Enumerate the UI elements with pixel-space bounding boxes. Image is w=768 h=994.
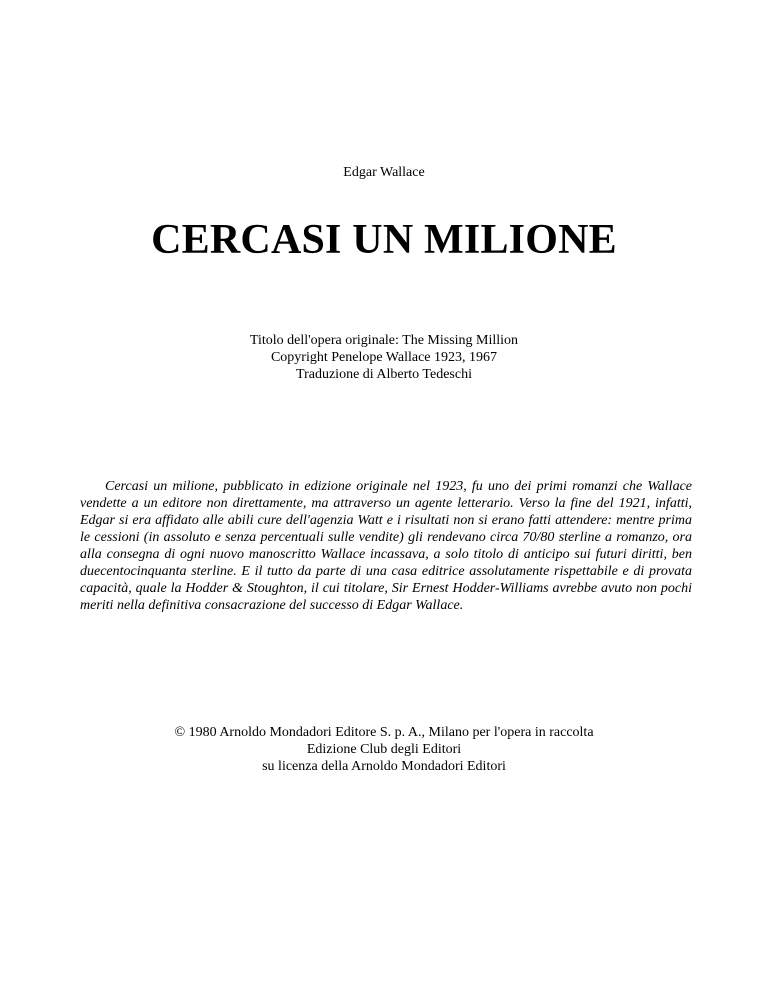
author-name: Edgar Wallace: [343, 165, 425, 180]
abstract-paragraph: Cercasi un milione, pubblicato in edizione originale nel 1923, fu uno dei primi romanzi che Wallace vendette a un editore non direttamente, ma attraverso un agente letterario. Verso la fine del 1921, infatti, Edgar si era affidato alle abili cure dell'agenzia Watt e i risultati non si erano fatti attendere: mentre prima le cessioni (in assoluto e senza percentuali sulle vendite) gli rendevano circa 70/80 sterline a romanzo, ora alla consegna di ogni nuovo manoscritto Wallace incassava, a solo titolo di anticipo sui futuri diritti, ben duecentocinquanta sterline. E il tutto da parte di una casa editrice assolutamente rispettabile e di provata capacità, quale la Hodder & Stoughton, il cui titolare, Sir Ernest Hodder-Williams avrebbe avuto non pochi meriti nella definitiva consacrazione del successo di Edgar Wallace.: [80, 479, 692, 613]
license-line: su licenza della Arnoldo Mondadori Editori: [262, 759, 506, 774]
copyright-line: Copyright Penelope Wallace 1923, 1967: [270, 350, 498, 365]
book-title: CERCASI UN MILIONE: [151, 217, 617, 263]
publisher-footer: [0, 724, 768, 775]
translator-line: Traduzione di Alberto Tedeschi: [296, 367, 472, 382]
edition-line: Edizione Club degli Editori: [306, 742, 462, 757]
publisher-copyright-line: © 1980 Arnoldo Mondadori Editore S. p. A., Milano per l'opera in raccolta: [174, 725, 594, 740]
original-title-line: Titolo dell'opera originale: The Missing Million: [249, 333, 519, 348]
credits-block: [0, 332, 768, 383]
